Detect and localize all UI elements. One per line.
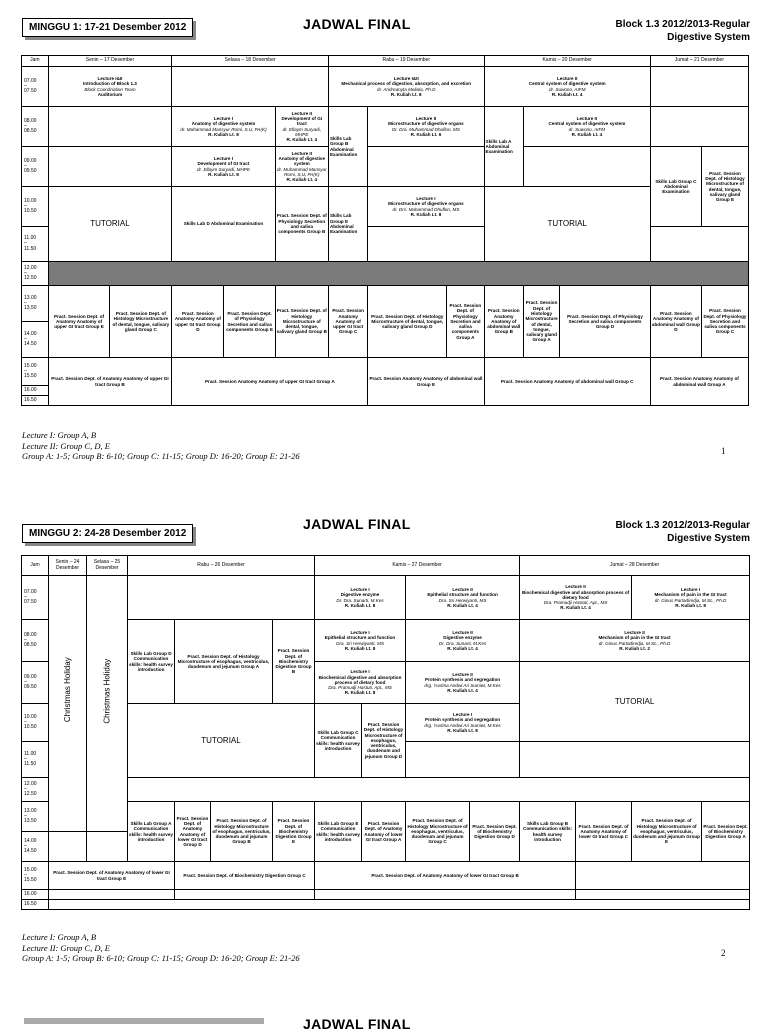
practical-cell: Pract. Session Dept. of Anatomy Anatomy of lower GI tract Group B [315,862,576,890]
time-slot: 15.00 – 15.50 [22,862,49,890]
cell-line: Development of GI tract [197,161,250,167]
cell-line: R. Kuliah Lt. 4 [551,91,583,97]
cell-line: R. Kuliah Lt. 8 [675,602,706,608]
cell-line: Central system of digestive system [548,121,626,127]
time-slot: 07.00 – 07.50 [22,576,49,620]
cell-line: Lecture II [452,629,473,635]
tutorial-cell: TUTORIAL [520,662,750,742]
practical-cell: Pract. Session Dept. of Biochemistry Digestion Group D [470,802,520,862]
holiday-cell [49,576,87,832]
empty-cell [49,890,175,900]
empty-cell [650,67,748,107]
skills-lab-cell: Skills Lab Group E Communication skills: health survey introduction [315,802,362,862]
cell-line: dr. Muhammad Mansyur Romi, S.U, PA(K) [180,126,267,132]
cell-line: Block Coordination Team [84,86,136,92]
cell-line: Anatomy of digestive system [191,121,256,127]
note-line: Group A: 1-5; Group B: 6-10; Group C: 11-15; Group D: 16-20; Group E: 21-26 [22,953,300,963]
practical-cell: Pract. Session Dept. of Histology Microstructure of dental, tongue, salivary gland Group A [523,286,559,358]
cell-line: Lecture II [565,584,586,590]
cell-line: Lecture I [350,586,370,592]
cell-line: Anatomy of digestive system [278,155,326,167]
practical-cell: Pract. Session Anatomy Anatomy of upper GI tract Group D [172,286,224,358]
time-slot: 12.00 – 12.50 [22,262,49,286]
cell-line: R. Kuliah Lt. 6 [410,131,442,137]
cell-line: Microstructure of digestive organs [388,201,464,207]
cell-line: Lecture II [452,671,473,677]
empty-cell [520,742,750,778]
header-day: Senin – 24 Desember [49,556,87,576]
practical-cell: Pract. Session Dept. of Physiology Secretion and saliva components Group C [701,286,748,358]
practical-cell: Pract. Session Dept. of Physiology Secretion and saliva components Group D [560,286,651,358]
time-slot: 14.00 – 14.50 [22,832,49,862]
page-title: JADWAL FINAL [303,1016,411,1032]
cell-line: R. Kuliah Lt. 8 [447,727,478,733]
cell-line: Epithelial structure and function [427,592,498,598]
lecture-cell [406,576,520,620]
page-number: 1 [721,446,726,456]
practical-cell: Pract. Session Anatomy Anatomy of abdominal wall Group B [484,286,523,358]
time-slot: 12.00 – 12.50 [22,778,49,802]
cell-line: dr. Suwono, AIFM [548,86,586,92]
practical-cell: Pract. Session Anatomy Anatomy of abdominal wall Group C [484,358,650,406]
cell-line: Dra. Pramudji Hastuti, Apt., MS [543,600,608,606]
note-line: Lecture I: Group A, B [22,932,97,942]
header-time: Jam [22,556,49,576]
cell-line: Protein synthesis and segregation [425,677,501,683]
cell-line: dr. Andreanyta Meliala, Ph.D [377,86,436,92]
schedule-table [21,55,749,406]
cell-line: Biochemical digestive and absorption process of dietary food [521,589,630,600]
cell-line: dr. Ellaym Suryadi, MHPE [282,126,321,137]
cell-line: R. Kuliah Lt. 4 [447,645,478,651]
tutorial-cell: TUTORIAL [484,187,650,262]
practical-cell: Pract. Session Dept. of Anatomy Anatomy of lower GI tract Group C [576,802,632,862]
block-info [615,519,750,545]
week-label: MINGGU 1: 17-21 Desember 2012 [22,18,193,37]
lecture-cell [172,107,275,147]
cell-line: Dr. Dra. Sunarti, M.Kes [336,597,384,603]
practical-cell: Pract. Session Dept. of Anatomy Anatomy of lower GI tract Group D [175,802,211,862]
header-day: Selasa – 25 Desember [87,556,128,576]
cell-line: Biochemical digestive and absorption process of dietary food [318,674,402,685]
empty-cell [87,832,128,862]
lecture-cell [275,147,328,187]
cell-line: R. Kuliah Lt. 8 [390,91,422,97]
block-subtitle: Digestive System [667,533,750,544]
cell-line: dr. Ellaym Suryadi, MHPE [196,166,250,172]
empty-cell [368,227,484,262]
cell-line: Lecture I [213,115,234,121]
practical-cell: Pract. Session Anatomy Anatomy of abdominal wall Group D [650,286,701,358]
header-day: Kamis – 20 Desember [484,56,650,67]
practical-cell: Pract. Session Anatomy Anatomy of abdominal wall Group A [650,358,748,406]
cell-line: R. Kuliah Lt. 8 [208,131,239,137]
practical-cell: Pract. Session Dept. of Physiology Secretion and saliva components Group A [447,286,484,358]
cell-line: Lecture I [350,629,370,635]
practical-cell: Pract. Session Dept. of Histology Microstructure of dental, tongue, salivary gland Group B [275,286,328,358]
practical-cell: Pract. Session Dept. of Biochemistry Digestion Group E [273,802,315,862]
cell-line: R. Kuliah Lt. 4 [560,605,591,611]
cell-line: Auditorium [97,91,123,97]
cell-line: Lecture I [452,711,473,717]
empty-cell [406,742,520,778]
lecture-cell [315,662,406,704]
empty-cell [576,890,750,900]
empty-cell [650,107,748,147]
practical-cell: Pract. Session Dept. of Biochemistry Digestion Group A [702,802,750,862]
skills-lab-cell: Skills Lab Group A Communication skills: health survey introduction [128,802,175,862]
skills-lab-cell: Skills Lab D Abdominal Examination [172,187,275,262]
cell-line: drg. Yustina Andwi Ari Sumiwi, M.Kes [424,722,501,728]
time-slot: 16.50 [22,900,49,910]
lecture-cell [172,147,275,187]
skills-lab-cell: Skills Lab Group D Communication skills: health survey introduction [128,620,175,704]
empty-cell [48,147,172,187]
cell-line: dr. Ginus Partadiredja, M.Sc., Ph.D [598,640,671,646]
header-day: Jumat – 28 Desember [520,556,750,576]
lecture-cell [406,704,520,742]
header-day: Kamis – 27 Desember [315,556,520,576]
note-line: Group A: 1-5; Group B: 6-10; Group C: 11-15; Group D: 16-20; Group E: 21-26 [22,451,300,461]
cell-line: R. Kuliah Lt. 4 [447,687,478,693]
note-line: Lecture II: Group C, D, E [22,942,110,953]
cell-line: Microstructure of digestive organs [388,121,464,127]
break-row [128,778,750,802]
practical-cell: Pract. Session Dept. of Histology Microstructure of esophagus, ventriculus, duodenum and jejunum Group C [406,802,470,862]
lecture-cell [368,107,484,147]
cell-line: Digestive enzyme [340,592,380,598]
time-slot: 14.00 – 14.50 [22,322,49,358]
cell-line: Lecture I [680,586,701,592]
cell-line: Lecture I [213,155,234,161]
page-title: JADWAL FINAL [303,16,411,32]
skills-lab-cell: Skills Lab Group B Communication skills: health survey introduction [520,802,576,862]
cell-line: dr. Suwono, AIFM [568,126,606,132]
cell-line: Mechanism of pain in the GI tract [654,592,727,598]
skills-lab-cell: Skills Lab Group C Communication skills: health survey introduction [315,704,362,778]
lecture-cell [484,67,650,107]
cell-line: Lecture I [416,195,436,201]
cell-line: Mechanism of pain in the GI tract [598,635,671,641]
time-slot: 09.00 – 09.50 [22,662,49,704]
cell-line: Lecture I [350,669,370,675]
skills-lab-cell: Skills Lab Group E Abdominal Examination [328,187,367,262]
time-slot: 09.00 – 09.50 [22,147,49,187]
week-label: MINGGU 2: 24-28 Desember 2012 [22,524,193,543]
cell-line: R. Kuliah Lt. 4 [447,602,478,608]
cell-line: R. Kuliah Lt. 4 [286,137,318,143]
lecture-cell [328,67,484,107]
break-row [48,262,748,286]
cell-line: R. Kuliah Lt. 8 [208,171,239,177]
header-day: Rabu – 19 Desember [328,56,484,67]
cell-line: R. Kuliah Lt. 4 [286,177,318,183]
header-day: Senin – 17 Desember [48,56,172,67]
cell-line: Development of GI tract [281,115,323,127]
empty-cell [172,67,329,107]
block-line: Block 1.3 2012/2013-Regular [615,520,750,531]
empty-cell [49,832,87,862]
header-day: Jumat – 21 Desember [650,56,748,67]
cell-line: drg. Yustina Andwi Ari Sumiwi, M.Kes [424,682,501,688]
cell-line: Epithelial structure and function [324,635,396,641]
skills-lab-cell: Skills Lab Group B Abdominal Examination [328,107,367,187]
practical-cell: Pract. Session Dept. of Histology Microstructure of dental, tongue, salivary gland Group E [701,147,748,227]
cell-line: R. Kuliah Lt. 8 [344,690,376,696]
empty-cell [48,107,172,147]
lecture-cell [406,662,520,704]
page-title: JADWAL FINAL [303,516,411,532]
block-line: Block 1.3 2012/2013-Regular [615,19,750,30]
practical-cell: Pract. Session Dept. of Anatomy Anatomy of upper GI tract Group E [48,286,110,358]
time-slot: 16.50 [22,396,49,406]
page-number: 2 [721,948,726,958]
time-slot: 15.00 – 15.50 [22,358,49,386]
cell-line: Lecture II [556,75,578,81]
header-day: Rabu – 26 Desember [128,556,315,576]
practical-cell: Pract. Session Dept. of Physiology Secretion and saliva components Group B [275,187,328,262]
cell-line: Dra. Sri Herwiyanti, MS [438,597,487,603]
practical-cell: Pract. Session Dept. of Biochemistry Digestion Group B [273,620,315,704]
cell-line: R. Kuliah Lt. 8 [410,211,442,217]
cell-line: dr. Drs. Muhammad Dhuflon, MS [392,206,460,212]
cell-line: Lecture II [291,110,312,116]
lecture-cell [368,187,484,227]
cell-line: Lecture I&II [393,75,419,81]
time-slot: 08.00 – 08.50 [22,107,49,147]
practical-cell: Pract. Session Anatomy Anatomy of abdominal wall Group E [368,358,484,406]
schedule-table [21,555,750,910]
lecture-cell [520,620,750,662]
cell-line: Dra. Pramudji Hastuti, Apt., MS [328,685,392,691]
practical-cell: Pract. Session Dept. of Histology Microstructure of dental, tongue, salivary gland Group C [110,286,172,358]
block-subtitle: Digestive System [667,32,750,43]
cell-line: R. Kuliah Lt. 2 [619,645,650,651]
time-slot: 11.00 – 11.50 [22,742,49,778]
empty-cell [523,147,650,187]
cell-line: R. Kuliah Lt. 8 [344,645,376,651]
practical-cell: Pract. Session Dept. of Histology Microstructure of esophagus, ventriculus, duodenum and jejunum Group E [632,802,702,862]
practical-cell: Pract. Session Dept. of Histology Microstructure of dental, tongue, salivary gland Group D [368,286,447,358]
empty-cell [175,890,315,900]
empty-cell [576,862,750,890]
block-info [615,18,750,44]
note-line: Lecture II: Group C, D, E [22,440,110,451]
cell-line: Lecture II [452,586,473,592]
cell-line: Introduction of Block 1.3 [83,81,137,87]
empty-cell [49,900,750,910]
lecture-cell [406,620,520,662]
time-slot: 11.00 – 11.50 [22,227,49,262]
empty-cell [128,576,315,620]
cell-line: Lecture II [624,629,645,635]
practical-cell: Pract. Session Dept. of Histology Microstructure of esophagus, ventriculus, duodenum and jejunum Group B [211,802,273,862]
cell-line: Lecture I&II [97,75,123,81]
cell-line: Digestive enzyme [443,635,482,641]
cell-line: dr. Muhammad Mansyur Romi, S.U, PA(K) [276,166,327,177]
time-slot: 08.00 – 08.50 [22,620,49,662]
holiday-label: Christmas Holiday [62,657,72,722]
skills-lab-cell: Skills Lab Group C Abdominal Examination [650,147,701,227]
practical-cell: Pract. Session Anatomy Anatomy of upper GI tract Group A [172,358,368,406]
time-slot: 10.00 – 10.50 [22,187,49,227]
cell-line: Lecture II [576,115,598,121]
cell-line: Dr. Dra. Muhammad Dhuflon, MS [391,126,460,132]
time-slot: 10.00 – 10.50 [22,704,49,742]
cell-line: Lecture II [291,150,312,156]
empty-cell [315,890,576,900]
cell-line: R. Kuliah Lt. 4 [571,131,603,137]
empty-cell [650,227,748,262]
lecture-cell [275,107,328,147]
holiday-label: Christmas Holiday [102,658,112,724]
tutorial-cell: TUTORIAL [128,704,315,778]
cell-line: dr. Ginus Partadiredja, M.Sc., Ph.D [654,597,727,603]
time-slot: 13.00 – 13.50 [22,286,49,322]
practical-cell: Pract. Session Dept. of Physiology Secretion and saliva components Group E [224,286,275,358]
lecture-cell [315,576,406,620]
notes [22,430,300,462]
cell-line: Dr. Dra. Sunarti, M.Kes [438,640,487,646]
practical-cell: Pract. Session Anatomy Anatomy of upper GI tract Group C [328,286,367,358]
practical-cell: Pract. Session Dept. of Anatomy Anatomy of lower GI tract Group A [362,802,406,862]
cell-line: Central system of digestive system [528,81,606,87]
lecture-cell [315,620,406,662]
practical-cell: Pract. Session Dept. of Anatomy Anatomy of upper GI tract Group B [48,358,172,406]
skills-lab-cell: Skills Lab A Abdominal Examination [484,107,523,187]
note-line: Lecture I: Group A, B [22,430,97,440]
holiday-cell [87,576,128,832]
notes [22,932,300,964]
cell-line: Dra. Sri Herwiyanti, MS [336,640,384,646]
time-slot: 16.00 [22,386,49,396]
practical-cell: Pract. Session Dept. of Histology Microstructure of esophagus, ventriculus, duodenum and jejunum Group D [362,704,406,778]
cell-line: Protein synthesis and segregation [425,717,501,723]
lecture-cell [520,576,632,620]
tutorial-cell: TUTORIAL [48,187,172,262]
practical-cell: Pract. Session Dept. of Anatomy Anatomy of lower GI tract Group E [49,862,175,890]
lecture-cell [632,576,750,620]
time-slot: 13.00 – 13.50 [22,802,49,832]
cell-line: R. Kuliah Lt. 8 [344,602,376,608]
week-label-partial [24,1018,264,1024]
lecture-cell [523,107,650,147]
practical-cell: Pract. Session Dept. of Histology Microstructure of esophagus, ventriculus, duodenum and jejunum Group A [175,620,273,704]
empty-cell [368,147,484,187]
time-slot: 07.00 – 07.50 [22,67,49,107]
header-time: Jam [22,56,49,67]
practical-cell: Pract. Session Dept. of Biochemistry Digestion Group C [175,862,315,890]
lecture-cell [48,67,172,107]
time-slot: 16.00 [22,890,49,900]
header-day: Selasa – 18 Desember [172,56,329,67]
cell-line: Lecture II [415,115,437,121]
cell-line: Mechanical process of digestion, absorption, and excretion [341,81,472,87]
